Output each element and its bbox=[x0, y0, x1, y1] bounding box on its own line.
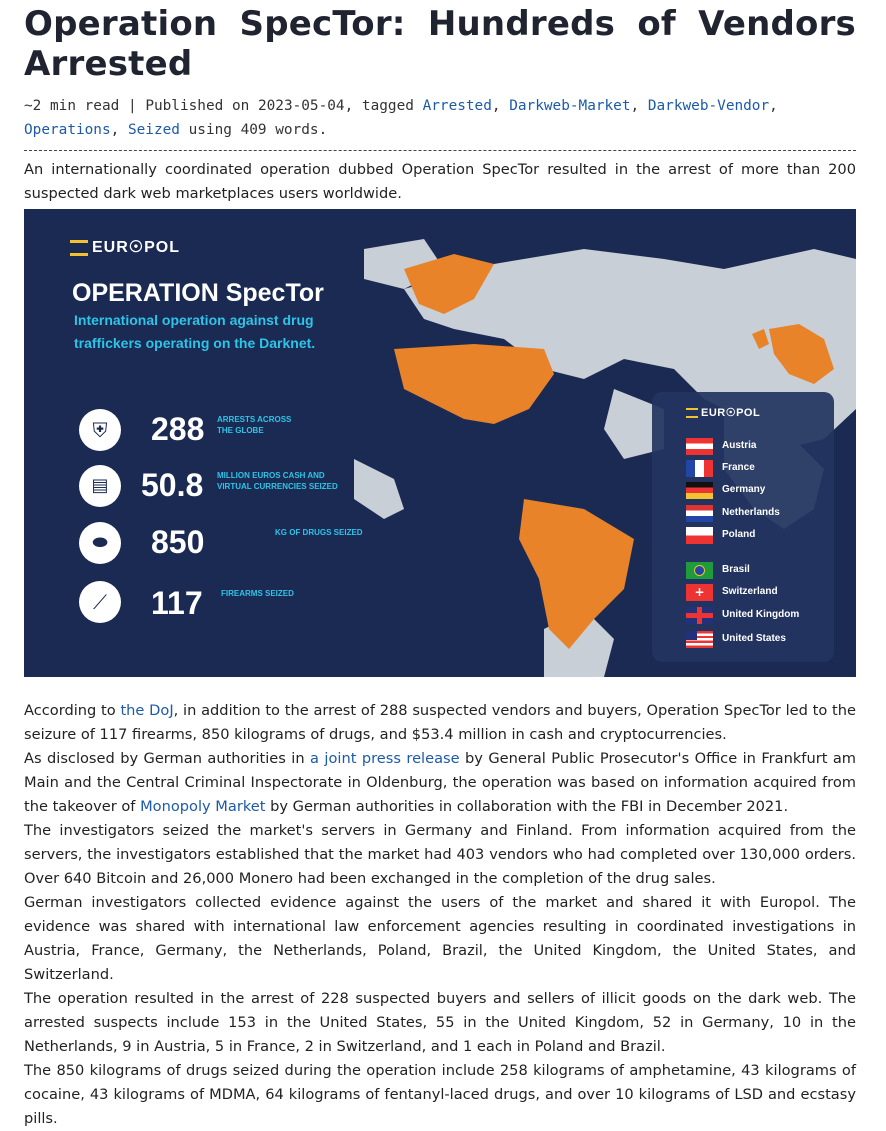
lead-paragraph: An internationally coordinated operation dubbed Operation SpecTor resulted in the arrest of more than 200 suspected dark web marketplaces users worldwide. bbox=[24, 161, 856, 202]
legend-row-austria: Austria bbox=[686, 437, 826, 457]
stat-firearms bbox=[79, 581, 379, 625]
flag-netherlands-icon bbox=[686, 505, 713, 522]
legend-row-brasil: Brasil bbox=[686, 561, 826, 581]
legend-row-switzerland: + Switzerland bbox=[686, 583, 826, 603]
paragraph-5: The operation resulted in the arrest of 228 suspected buyers and sellers of illicit goods on the dark web. The arrested suspects include 153 in the United States, 55 in the United Kingdom, 52 in Germany, 10 in the Netherlands, 9 in Austria, 5 in France, 2 in Switzerland, and 1 each in Poland and Brazil. bbox=[24, 990, 856, 1055]
article-meta: ~2 min read | Published on 2023-05-04, tagged Arrested, Darkweb-Market, Darkweb-Vendor, Operations, Seized using 409 words. bbox=[24, 94, 856, 151]
banner-subtitle-line2: traffickers operating on the Darknet. bbox=[74, 335, 316, 351]
stat-drugs bbox=[79, 522, 379, 566]
flag-germany-icon bbox=[686, 482, 713, 499]
doj-link[interactable]: the DoJ bbox=[120, 702, 174, 719]
stat-arrests bbox=[79, 409, 379, 453]
stat-label-line2: VIRTUAL CURRENCIES SEIZED bbox=[217, 482, 338, 491]
flag-united-states-icon bbox=[686, 631, 713, 648]
banner-subtitle-line1: International operation against drug bbox=[74, 312, 314, 328]
flag-austria-icon bbox=[686, 438, 713, 455]
word-count: using 409 words. bbox=[188, 122, 328, 138]
monopoly-market-link[interactable]: Monopoly Market bbox=[140, 798, 266, 815]
tag-link-arrested[interactable]: Arrested bbox=[422, 98, 492, 114]
flag-brasil-icon bbox=[686, 562, 713, 579]
paragraph-4: German investigators collected evidence against the users of the market and shared it with Europol. The evidence was shared with international law enforcement agencies resulting in coordinated investigations in Austria, France, Germany, the Netherlands, Poland, Brazil, the United Kingdom, the United States, and Switzerland. bbox=[24, 894, 856, 983]
article bbox=[24, 0, 856, 1131]
shield-icon: ⛨ bbox=[79, 409, 121, 451]
flag-switzerland-icon: + bbox=[686, 584, 713, 601]
flag-poland-icon bbox=[686, 527, 713, 544]
stat-value: 50.8 bbox=[141, 467, 204, 503]
stat-cash bbox=[79, 465, 379, 509]
meta-separator: | bbox=[127, 98, 146, 114]
legend-row-united-states: United States bbox=[686, 630, 826, 650]
tag-link-operations[interactable]: Operations bbox=[24, 122, 111, 138]
pills-icon: ⬬ bbox=[79, 522, 121, 564]
article-body bbox=[24, 699, 856, 1131]
stat-label-line1: FIREARMS SEIZED bbox=[221, 589, 294, 598]
legend-row-france: France bbox=[686, 459, 826, 479]
flag-united-kingdom-icon bbox=[686, 607, 713, 624]
tag-link-darkweb-vendor[interactable]: Darkweb-Vendor bbox=[647, 98, 770, 114]
stat-label-line1: MILLION EUROS CASH AND bbox=[217, 471, 325, 480]
cash-icon: ▤ bbox=[79, 465, 121, 507]
operation-banner-image bbox=[24, 209, 856, 677]
legend-row-germany: Germany bbox=[686, 481, 826, 501]
legend-row-poland: Poland bbox=[686, 526, 826, 546]
stat-label-line2: THE GLOBE bbox=[217, 426, 264, 435]
europol-logo: EUR☉POL bbox=[70, 237, 180, 257]
paragraph-2: As disclosed by German authorities in a joint press release by General Public Prosecutor's Office in Frankfurt am Main and the Central Criminal Inspectorate in Oldenburg, the operation was based on information acquired from the takeover of Monopoly Market by German authorities in collaboration with the FBI in December 2021. bbox=[24, 750, 856, 815]
stat-label-line1: KG OF DRUGS SEIZED bbox=[275, 528, 363, 537]
article-title: Operation SpecTor: Hundreds of Vendors Arrested bbox=[24, 4, 856, 84]
published-date: 2023-05-04 bbox=[257, 98, 345, 114]
published-prefix: Published on bbox=[145, 98, 250, 114]
paragraph-3: The investigators seized the market's servers in Germany and Finland. From information acquired from the servers, the investigators established that the market had 403 vendors who had completed over 130,000 orders. Over 640 Bitcoin and 26,000 Monero had been exchanged in the completion of the drug sales. bbox=[24, 822, 856, 887]
legend-row-netherlands: Netherlands bbox=[686, 504, 826, 524]
legend-europol-logo: EUR☉POL bbox=[686, 406, 760, 419]
banner-headline: OPERATION SpecTor bbox=[72, 279, 324, 307]
rifle-icon: ⟋ bbox=[79, 581, 121, 623]
stat-label-line1: ARRESTS ACROSS bbox=[217, 415, 292, 424]
flag-france-icon bbox=[686, 460, 713, 477]
read-time: ~2 min read bbox=[24, 98, 120, 114]
press-release-link[interactable]: a joint press release bbox=[310, 750, 460, 767]
legend-row-united-kingdom: United Kingdom bbox=[686, 606, 826, 626]
tagged-prefix: tagged bbox=[361, 98, 414, 114]
paragraph-1: According to the DoJ, in addition to the arrest of 288 suspected vendors and buyers, Operation SpecTor led to the seizure of 117 firearms, 850 kilograms of drugs, and $53.4 million in cash and cryptocurrencies. bbox=[24, 702, 856, 743]
stat-value: 117 bbox=[151, 585, 203, 621]
stat-value: 288 bbox=[151, 411, 205, 447]
tag-link-seized[interactable]: Seized bbox=[127, 122, 180, 138]
tag-link-darkweb-market[interactable]: Darkweb-Market bbox=[509, 98, 631, 114]
paragraph-6: The 850 kilograms of drugs seized during the operation include 258 kilograms of amphetamine, 43 kilograms of cocaine, 43 kilograms of MDMA, 64 kilograms of fentanyl-laced drugs, and over 10 kilograms of LSD and ecstasy pills. bbox=[24, 1062, 856, 1127]
stat-value: 850 bbox=[151, 524, 205, 560]
legend-logo-stripes-icon bbox=[686, 408, 698, 418]
europol-logo-stripes-icon bbox=[70, 240, 88, 256]
